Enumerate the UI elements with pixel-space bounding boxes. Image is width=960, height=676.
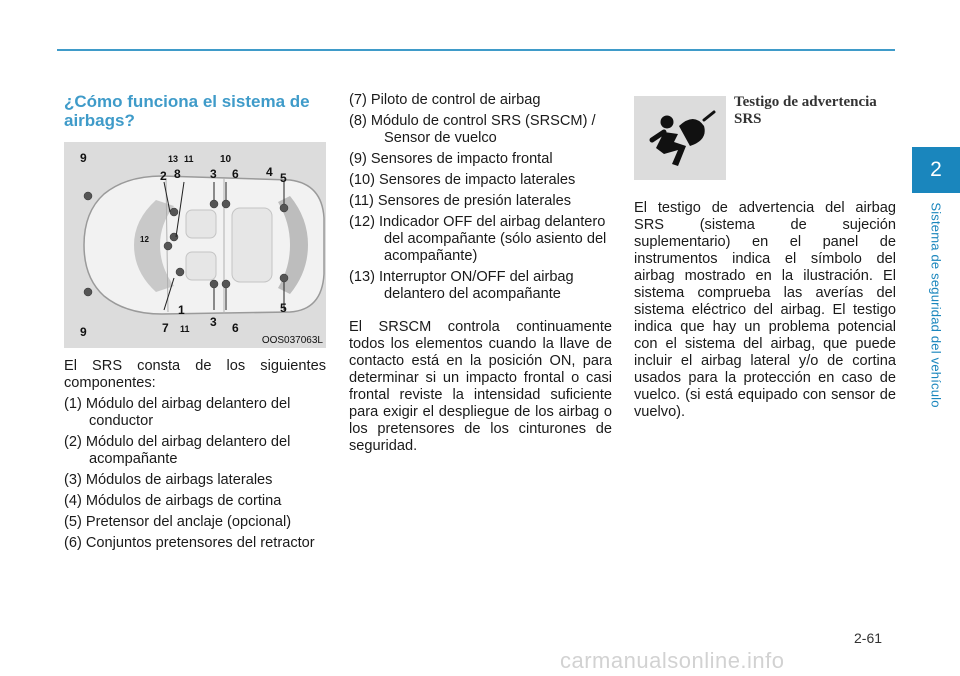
figure-code: OOS037063L	[261, 335, 323, 346]
component-list	[64, 396, 326, 552]
list-item: (3) Módulos de airbags laterales	[64, 472, 273, 488]
callout-label: 3	[210, 167, 217, 181]
list-item: (11) Sensores de presión laterales	[349, 193, 571, 209]
warning-title: Testigo de advertencia SRS	[734, 94, 877, 127]
list-item: (5) Pretensor del anclaje (opcional)	[64, 514, 292, 530]
callout-label: 6	[232, 167, 239, 181]
callout-label: 8	[174, 167, 181, 181]
callout-label: 11	[180, 324, 190, 334]
car-airbag-diagram	[64, 142, 326, 348]
callout-label: 3	[210, 315, 217, 329]
column-right	[634, 92, 896, 422]
header-rule	[57, 49, 895, 51]
section-heading: ¿Cómo funciona el sistema de airbags?	[64, 92, 310, 130]
list-item: (8) Módulo de control SRS (SRSCM) / Sensor de vuelco	[349, 113, 596, 146]
callout-label: 2	[160, 169, 167, 183]
callout-label: 11	[184, 154, 194, 164]
list-item: (4) Módulos de airbags de cortina	[64, 493, 282, 509]
column-middle	[349, 92, 612, 455]
component-list-continued	[349, 92, 612, 303]
airbag-warning-icon	[634, 96, 726, 180]
list-item: (1) Módulo del airbag delantero del conductor	[64, 396, 291, 429]
callout-label: 1	[178, 303, 185, 317]
callout-label: 6	[232, 321, 239, 335]
list-item: (7) Piloto de control de airbag	[349, 92, 541, 108]
callout-label: 5	[280, 301, 287, 315]
list-item: (9) Sensores de impacto frontal	[349, 151, 553, 167]
list-item: (2) Módulo del airbag delantero del acompañante	[64, 434, 291, 467]
chapter-number-tab: 2	[912, 147, 960, 193]
list-item: (13) Interruptor ON/OFF del airbag delantero del acompañante	[349, 269, 574, 302]
callout-label: 7	[162, 321, 169, 335]
chapter-title: Sistema de seguridad del vehículo	[928, 202, 944, 408]
callout-label: 4	[266, 165, 273, 179]
callout-label: 10	[220, 154, 232, 165]
column-left	[64, 92, 326, 556]
list-item: (12) Indicador OFF del airbag delantero del acompañante (sólo asiento del acompañante)	[349, 214, 607, 264]
intro-text: El SRS consta de los siguientes componentes:	[64, 358, 326, 391]
page-number: 2-61	[854, 630, 883, 646]
callout-label: 5	[280, 171, 287, 185]
callout-label: 9	[80, 325, 87, 339]
list-item: (6) Conjuntos pretensores del retractor	[64, 535, 315, 551]
srscm-paragraph: El SRSCM controla continuamente todos los elementos cuando la llave de contacto está en la posición ON, para determinar si un impacto frontal o casi frontal reviste la intensidad suficiente para exigir el despliegue de los airbag o los pretensores de los cinturones de seguridad.	[349, 319, 612, 454]
watermark: carmanualsonline.info	[560, 648, 785, 673]
callout-label: 9	[80, 151, 87, 165]
callout-label: 13	[168, 154, 179, 164]
car-diagram-figure	[64, 142, 326, 348]
callout-label: 12	[140, 235, 149, 244]
warning-paragraph: El testigo de advertencia del airbag SRS (sistema de sujeción suplementario) en el panel de instrumentos indica el símbolo del airbag mostrado en la ilustración. El sistema comprueba las averías del sistema eléctrico del airbag. El testigo indica que hay un problema potencial con el sistema del airbag, que puede incluir el airbag lateral y/o de cortina usados para la protección en caso de vuelco. (si está equipado con sensor de vuelvo).	[634, 200, 896, 420]
list-item: (10) Sensores de impacto laterales	[349, 172, 576, 188]
